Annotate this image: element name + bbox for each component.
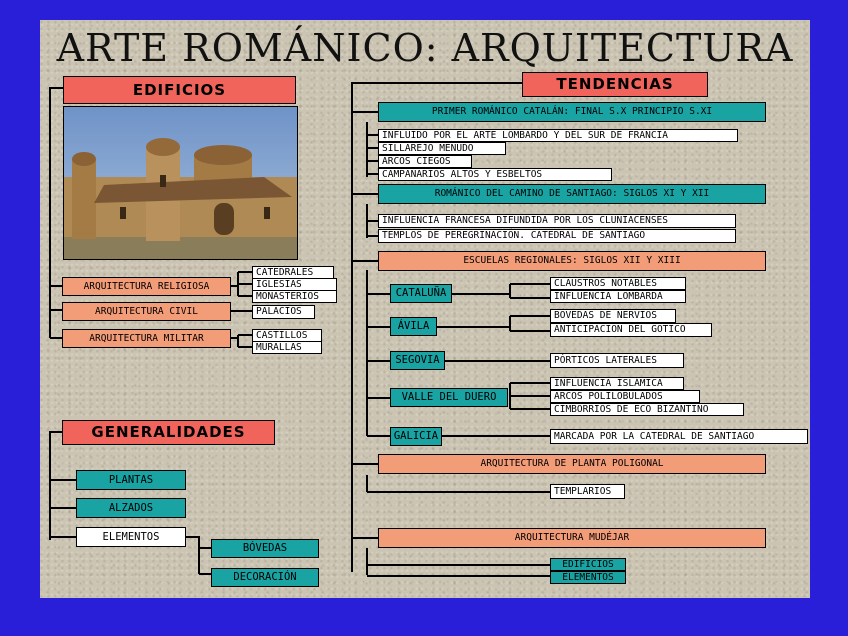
decoracion-box: DECORACIÓN [211, 568, 319, 587]
romanesque-church-photo-icon [63, 106, 298, 260]
region-avila: ÁVILA [390, 317, 437, 336]
arquitectura-mudejar-box: ARQUITECTURA MUDÉJAR [378, 528, 766, 548]
region-segovia: SEGOVIA [390, 351, 445, 370]
page-title: ARTE ROMÁNICO: ARQUITECTURA [56, 26, 794, 70]
avila-bovedas: BÓVEDAS DE NERVIOS [550, 309, 676, 323]
murallas-leaf: MURALLAS [252, 341, 322, 354]
duero-islamica: INFLUENCIA ISLÁMICA [550, 377, 684, 390]
arquitectura-militar-box: ARQUITECTURA MILITAR [62, 329, 231, 348]
camino-santiago-box: ROMÁNICO DEL CAMINO DE SANTIAGO: SIGLOS XI Y XII [378, 184, 766, 204]
escuelas-regionales-box: ESCUELAS REGIONALES: SIGLOS XII Y XIII [378, 251, 766, 271]
cataluna-lombarda: INFLUENCIA LOMBARDA [550, 290, 686, 303]
edificios-heading: EDIFICIOS [63, 76, 296, 104]
primer-item-lombardo: INFLUIDO POR EL ARTE LOMBARDO Y DEL SUR DE FRANCIA [378, 129, 738, 142]
templarios-leaf: TEMPLARIOS [550, 484, 625, 499]
catedrales-leaf: CATEDRALES [252, 266, 334, 279]
monasterios-leaf: MONASTERIOS [252, 290, 337, 303]
palacios-leaf: PALACIOS [252, 305, 315, 319]
arquitectura-religiosa-box: ARQUITECTURA RELIGIOSA [62, 277, 231, 296]
duero-polilobulados: ARCOS POLILOBULADOS [550, 390, 700, 403]
planta-poligonal-box: ARQUITECTURA DE PLANTA POLIGONAL [378, 454, 766, 474]
castillos-leaf: CASTILLOS [252, 329, 322, 342]
duero-cimborrios: CIMBORRIOS DE ECO BIZANTINO [550, 403, 744, 416]
cataluna-claustros: CLAUSTROS NOTABLES [550, 277, 686, 290]
generalidades-heading: GENERALIDADES [62, 420, 275, 445]
region-cataluna: CATALUÑA [390, 284, 452, 303]
elementos-box: ELEMENTOS [76, 527, 186, 547]
primer-item-sillarejo: SILLAREJO MENUDO [378, 142, 506, 155]
galicia-catedral: MARCADA POR LA CATEDRAL DE SANTIAGO [550, 429, 808, 444]
alzados-box: ALZADOS [76, 498, 186, 518]
camino-item-peregrinacion: TEMPLOS DE PEREGRINACIÓN. CATEDRAL DE SANTIAGO [378, 229, 736, 243]
mudejar-elementos: ELEMENTOS [550, 571, 626, 584]
avila-gotico: ANTICIPACIÓN DEL GÓTICO [550, 323, 712, 337]
region-galicia: GALICIA [390, 427, 442, 446]
camino-item-cluniacenses: INFLUENCIA FRANCESA DIFUNDIDA POR LOS CLUNIACENSES [378, 214, 736, 228]
mudejar-edificios: EDIFICIOS [550, 558, 626, 571]
arquitectura-civil-box: ARQUITECTURA CIVIL [62, 302, 231, 321]
slide-canvas [40, 20, 810, 598]
tendencias-heading: TENDENCIAS [522, 72, 708, 97]
region-valle-duero: VALLE DEL DUERO [390, 388, 508, 407]
primer-item-arcos: ARCOS CIEGOS [378, 155, 472, 168]
plantas-box: PLANTAS [76, 470, 186, 490]
primer-romanico-box: PRIMER ROMÁNICO CATALÁN: FINAL S.X PRINCIPIO S.XI [378, 102, 766, 122]
bovedas-box: BÓVEDAS [211, 539, 319, 558]
segovia-porticos: PÓRTICOS LATERALES [550, 353, 684, 368]
iglesias-leaf: IGLESIAS [252, 278, 337, 291]
primer-item-campanarios: CAMPANARIOS ALTOS Y ESBELTOS [378, 168, 612, 181]
